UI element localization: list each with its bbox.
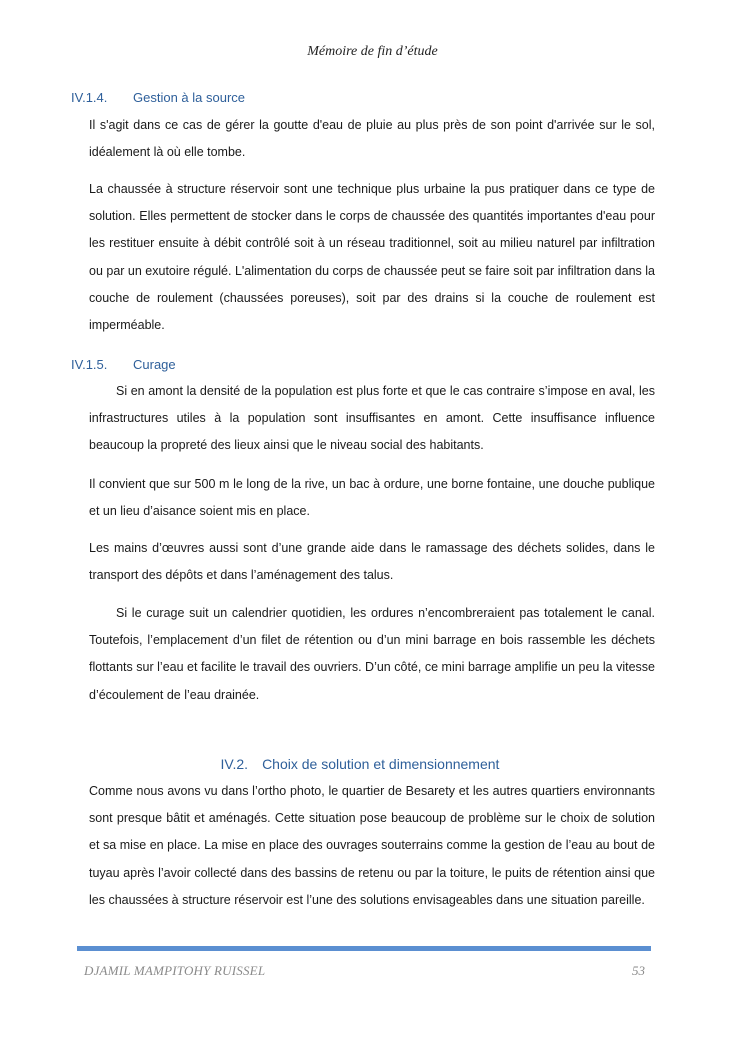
- footer-rule: [77, 946, 651, 951]
- heading-number: IV.1.5.: [71, 357, 108, 372]
- heading-gestion-source: [71, 90, 245, 105]
- heading-title: Curage: [133, 357, 176, 372]
- page-number: 53: [632, 963, 645, 978]
- paragraph: Il s'agit dans ce cas de gérer la goutte d'eau de pluie au plus près de son point d'arrivée sur le sol, idéalement là où elle tombe.: [89, 118, 655, 160]
- heading-curage: [71, 357, 176, 372]
- heading-title: Choix de solution et dimensionnement: [262, 756, 500, 772]
- paragraph: Il convient que sur 500 m le long de la rive, un bac à ordure, une borne fontaine, une douche publique et un lieu d’aisance soient mis en place.: [89, 477, 655, 519]
- paragraph: Comme nous avons vu dans l’ortho photo, le quartier de Besarety et les autres quartiers environnants sont presque bâtit et aménagés. Cette situation pose beaucoup de problème sur le choix de solution et sa mise en place. La mise en place des ouvrages souterrains comme la gestion de l’eau au bout de tuyau après l’avoir collecté dans des bassins de retenu ou par la toiture, le puits de rétention ainsi que les chaussées à structure réservoir est l’une des solutions envisageables dans une situation pareille.: [89, 784, 655, 907]
- paragraph: La chaussée à structure réservoir sont une technique plus urbaine la pus pratiquer dans ce type de solution. Elles permettent de stocker dans le corps de chaussée des quantités importantes d'eau pour les restituer ensuite à débit contrôlé soit à un réseau traditionnel, soit au milieu naturel par infiltration ou par un exutoire régulé. L'alimentation du corps de chaussée peut se faire soit par infiltration dans la couche de roulement (chaussées poreuses), soit par des drains si la couche de roulement est imperméable.: [89, 182, 655, 333]
- heading-choix-solution: [0, 756, 720, 772]
- paragraph: Si le curage suit un calendrier quotidien, les ordures n’encombreraient pas totalement le canal. Toutefois, l’emplacement d’un filet de rétention ou d’un mini barrage en bois rassemble les déchets flottants sur l’eau et facilite le travail des ouvriers. D’un côté, ce mini barrage amplifie un peu la vitesse d’écoulement de l’eau drainée.: [89, 606, 655, 702]
- heading-title: Gestion à la source: [133, 90, 246, 105]
- heading-number: IV.1.4.: [71, 90, 108, 105]
- heading-number: IV.2.: [220, 756, 249, 772]
- paragraph: Les mains d’œuvres aussi sont d’une grande aide dans le ramassage des déchets solides, dans le transport des dépôts et dans l’aménagement des talus.: [89, 541, 655, 583]
- paragraph: Si en amont la densité de la population est plus forte et que le cas contraire s’impose en aval, les infrastructures utiles à la population sont insuffisantes en amont. Cette insuffisance influence beaucoup la propreté des lieux ainsi que le niveau social des habitants.: [89, 384, 655, 453]
- running-header: Mémoire de fin d’étude: [307, 44, 438, 59]
- footer-author: DJAMIL MAMPITOHY RUISSEL: [84, 963, 266, 978]
